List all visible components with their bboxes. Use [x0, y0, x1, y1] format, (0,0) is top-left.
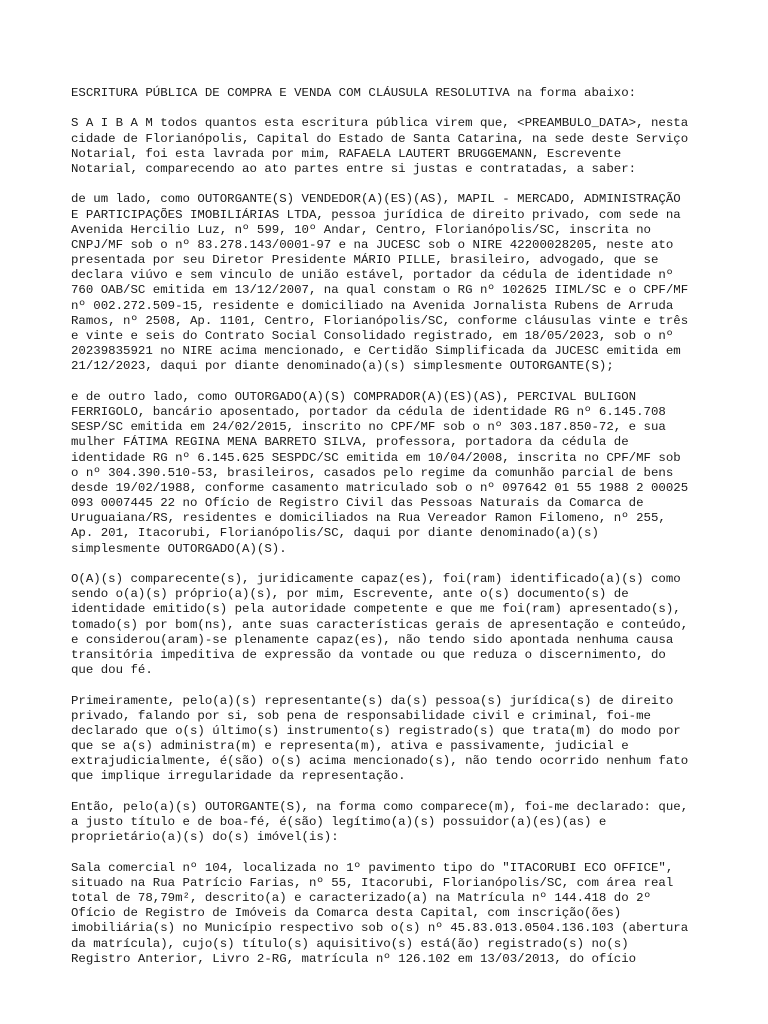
document-line: declara viúvo e sem vinculo de união estável, portador da cédula de identidade nº: [71, 268, 674, 283]
document-line: ESCRITURA PÚBLICA DE COMPRA E VENDA COM CLÁUSULA RESOLUTIVA na forma abaixo:: [71, 86, 637, 100]
document-line: o nº 304.390.510-53, brasileiros, casados pelo regime da comunhão parcial de bens: [71, 465, 674, 480]
document-line: nº 002.272.509-15, residente e domiciliado na Avenida Jornalista Rubens de Arruda: [71, 298, 674, 313]
document-line: e de outro lado, como OUTORGADO(A)(S) COMPRADOR(A)(ES)(AS), PERCIVAL BULIGON: [71, 389, 637, 404]
document-line: da matrícula), cujo(s) título(s) aquisitivo(s) está(ão) registrado(s) no(s): [71, 936, 629, 951]
document-line: mulher FÁTIMA REGINA MENA BARRETO SILVA, professora, portadora da cédula de: [71, 435, 629, 450]
document-line: extrajudicialmente, é(são) o(s) acima mencionado(s), não tendo ocorrido nenhum fato: [71, 754, 689, 769]
document-line: Notarial, comparecendo ao ato partes entre si justas e contratadas, a saber:: [71, 161, 637, 176]
document-paragraph: [71, 192, 711, 374]
document-paragraph: [71, 390, 711, 557]
deed-text: [71, 86, 711, 982]
document-line: situado na Rua Patrício Farias, nº 55, Itacorubi, Florianópolis/SC, com área real: [71, 875, 674, 890]
document-paragraph: [71, 800, 711, 846]
document-line: Registro Anterior, Livro 2-RG, matrícula nº 126.102 em 13/03/2013, do ofício: [71, 951, 637, 966]
document-line: cidade de Florianópolis, Capital do Estado de Santa Catarina, na sede deste Serviço: [71, 131, 689, 146]
document-line: 21/12/2023, daqui por diante denominado(a)(s) simplesmente OUTORGANTE(S);: [71, 359, 614, 374]
document-line: identidade RG nº 6.145.625 SESPDC/SC emitida em 10/04/2008, inscrita no CPF/MF sob: [71, 450, 681, 465]
document-line: transitória impeditiva de expressão da vontade ou que reduza o discernimento, do: [71, 647, 666, 662]
document-line: O(A)(s) comparecente(s), juridicamente capaz(es), foi(ram) identificado(a)(s) como: [71, 572, 681, 586]
document-line: e considerou(aram)-se plenamente capaz(es), não tendo sido apontada nenhuma causa: [71, 632, 674, 647]
document-line: proprietário(a)(s) do(s) imóvel(is):: [71, 830, 339, 845]
document-line: privado, falando por si, sob pena de responsabilidade civil e criminal, foi-me: [71, 708, 651, 723]
document-line: E PARTICIPAÇÕES IMOBILIÁRIAS LTDA, pessoa jurídica de direito privado, com sede na: [71, 207, 681, 222]
document-line: 093 0007445 22 no Ofício de Registro Civil das Pessoas Naturais da Comarca de: [71, 496, 644, 511]
document-paragraph: [71, 86, 711, 101]
document-line: Sala comercial nº 104, localizada no 1º pavimento tipo do "ITACORUBI ECO OFFICE",: [71, 860, 674, 875]
document-paragraph: [71, 694, 711, 785]
document-line: 20239835921 no NIRE acima mencionado, e Certidão Simplificada da JUCESC emitida em: [71, 344, 681, 359]
document-paragraph: [71, 572, 711, 678]
document-line: simplesmente OUTORGADO(A)(S).: [71, 541, 287, 556]
document-line: Primeiramente, pelo(a)(s) representante(s) da(s) pessoa(s) jurídica(s) de direito: [71, 693, 674, 708]
document-line: Avenida Hercilio Luz, nº 599, 10º Andar, Centro, Florianópolis/SC, inscrita no: [71, 222, 651, 237]
document-line: tomado(s) por bom(ns), ante suas características gerais de apresentação e conteúdo,: [71, 617, 689, 632]
document-line: a justo título e de boa-fé, é(são) legítimo(a)(s) possuidor(a)(es)(as) e: [71, 815, 607, 829]
document-line: que implique irregularidade da representação.: [71, 769, 406, 784]
document-line: declarado que o(s) último(s) instrumento(s) registrado(s) que trata(m) do modo por: [71, 723, 681, 738]
document-line: de um lado, como OUTORGANTE(S) VENDEDOR(A)(ES)(AS), MAPIL - MERCADO, ADMINISTRAÇÃO: [71, 192, 681, 207]
document-line: 760 OAB/SC emitida em 13/12/2007, na qual constam o RG nº 102625 IIML/SC e o CPF/MF: [71, 283, 689, 298]
document-line: imobiliária(s) no Município respectivo sob o(s) nº 45.83.013.0504.136.103 (abertura: [71, 921, 689, 936]
document-line: Ramos, nº 2508, Ap. 1101, Centro, Florianópolis/SC, conforme cláusulas vinte e três: [71, 313, 689, 328]
document-line: Ofício de Registro de Imóveis da Comarca desta Capital, com inscrição(ões): [71, 906, 622, 921]
document-line: total de 78,79m², descrito(a) e caracterizado(a) na Matrícula nº 144.418 do 2º: [71, 890, 651, 905]
document-line: sendo o(a)(s) próprio(a)(s), por mim, Escrevente, ante o(s) documento(s) de: [71, 587, 629, 602]
document-line: Uruguaiana/RS, residentes e domiciliados na Rua Vereador Ramon Filomeno, nº 255,: [71, 511, 666, 526]
document-line: Notarial, foi esta lavrada por mim, RAFAELA LAUTERT BRUGGEMANN, Escrevente: [71, 146, 622, 161]
document-line: presentada por seu Diretor Presidente MÁRIO PILLE, brasileiro, advogado, que se: [71, 253, 659, 268]
document-line: SESP/SC emitida em 24/02/2015, inscrito no CPF/MF sob o nº 303.187.850-72, e sua: [71, 420, 666, 435]
document-line: que se a(s) administra(m) e representa(m), ativa e passivamente, judicial e: [71, 739, 629, 754]
document-paragraph: [71, 116, 711, 177]
document-line: identidade emitido(s) pela autoridade competente e que me foi(ram) apresentado(s),: [71, 602, 681, 617]
document-line: Ap. 201, Itacorubi, Florianópolis/SC, daqui por diante denominado(a)(s): [71, 526, 599, 541]
document-line: S A I B A M todos quantos esta escritura pública virem que, <PREAMBULO_DATA>, nesta: [71, 116, 689, 131]
document-line: CNPJ/MF sob o nº 83.278.143/0001-97 e na JUCESC sob o NIRE 42200028205, neste ato: [71, 237, 674, 252]
document-line: e vinte e seis do Contrato Social Consolidado registrado, em 18/05/2023, sob o nº: [71, 329, 674, 343]
document-line: que dou fé.: [71, 663, 153, 678]
document-paragraph: [71, 861, 711, 967]
document-line: desde 19/02/1988, conforme casamento matriculado sob o nº 097642 01 55 1988 2 00025: [71, 480, 689, 495]
document-line: Então, pelo(a)(s) OUTORGANTE(S), na forma como comparece(m), foi-me declarado: que,: [71, 799, 689, 814]
document-line: FERRIGOLO, bancário aposentado, portador da cédula de identidade RG nº 6.145.708: [71, 404, 666, 419]
